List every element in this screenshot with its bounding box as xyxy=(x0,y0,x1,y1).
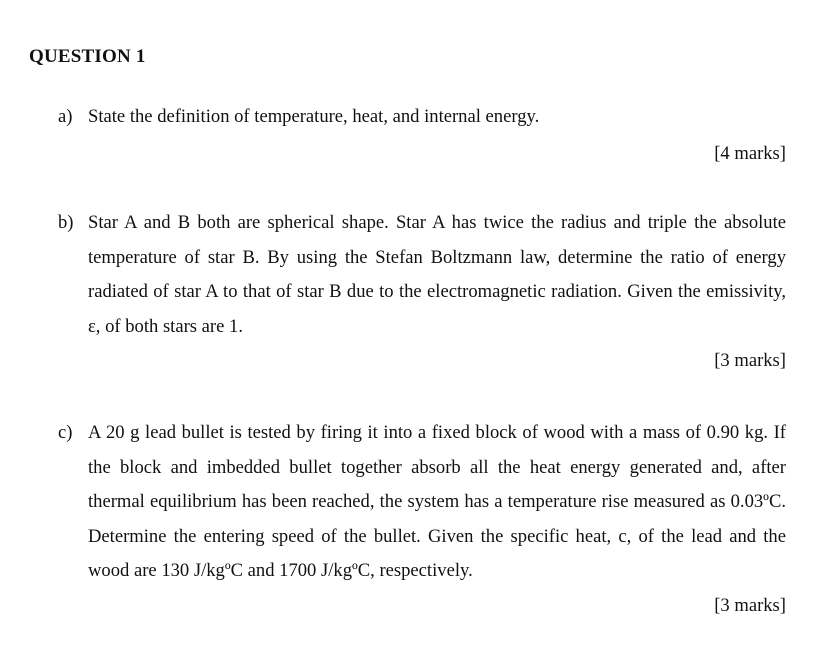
question-part-c xyxy=(58,416,786,589)
part-label: c) xyxy=(58,422,73,443)
question-heading: QUESTION 1 xyxy=(29,46,146,67)
part-label: a) xyxy=(58,106,73,127)
question-part-b xyxy=(58,206,786,344)
marks-label: [4 marks] xyxy=(714,143,786,164)
marks-label: [3 marks] xyxy=(714,350,786,371)
marks-label: [3 marks] xyxy=(714,595,786,616)
part-label: b) xyxy=(58,212,74,233)
part-text: Star A and B both are spherical shape. Star A has twice the radius and triple the absolute temperature of star B. By using the Stefan Boltzmann law, determine the ratio of energy radiated of star A to that of star B due to the electromagnetic radiation. Given the emissivity, ε, of both stars are 1. xyxy=(88,212,786,337)
question-part-a xyxy=(58,100,786,134)
part-text: State the definition of temperature, heat, and internal energy. xyxy=(88,106,540,127)
part-text: A 20 g lead bullet is tested by firing it into a fixed block of wood with a mass of 0.90 kg. If the block and imbedded bullet together absorb all the heat energy generated and, after thermal equilibrium has been reached, the system has a temperature rise measured as 0.03ºC. Determine the entering speed of the bullet. Given the specific heat, c, of the lead and the wood are 130 J/kgºC and 1700 J/kgºC, respectively. xyxy=(88,422,786,582)
